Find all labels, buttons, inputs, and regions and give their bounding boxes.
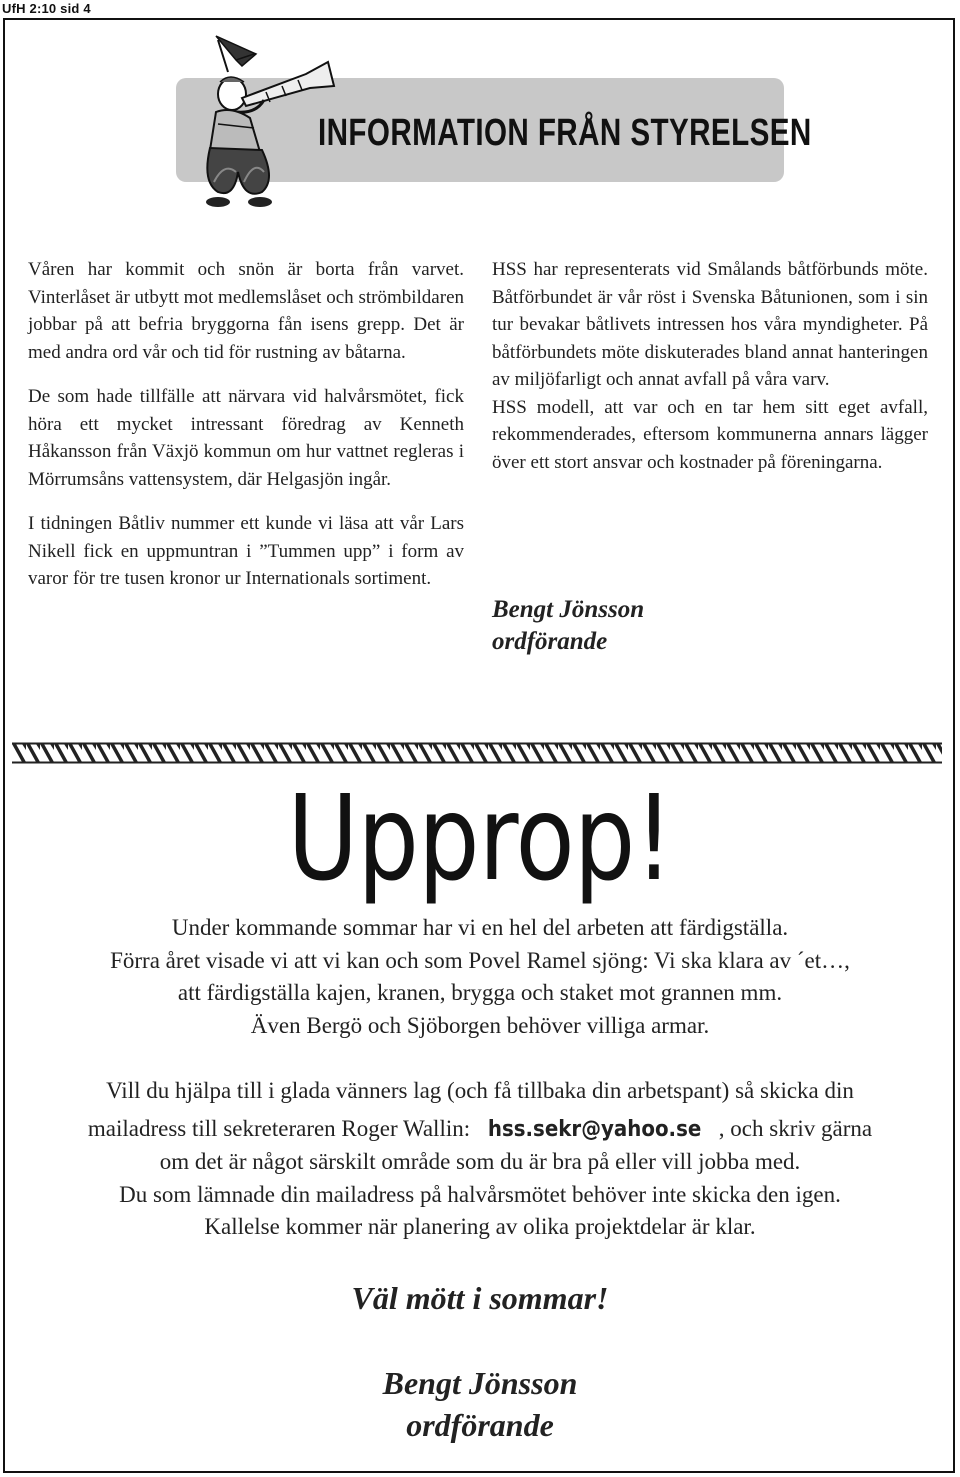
- upprop-intro: [20, 912, 940, 1042]
- text-line: Under kommande sommar har vi en hel del arbeten att färdigställa.: [171, 915, 789, 940]
- paragraph: I tidningen Båtliv nummer ett kunde vi läsa att vår Lars Nikell fick en uppmuntran i ”Tummen upp” i form av varor för tre tusen kronor ur Internationals sortiment.: [28, 513, 464, 589]
- greeting: Väl mött i sommar!: [351, 1280, 609, 1316]
- upprop-call: [20, 1075, 940, 1244]
- signature-name: Bengt Jönsson: [382, 1365, 578, 1401]
- mail-prefix: mailadress till sekreteraren Roger Wallin:: [87, 1115, 476, 1141]
- mail-line: [20, 1113, 940, 1147]
- text-line: Även Bergö och Sjöborgen behöver villiga armar.: [250, 1012, 710, 1038]
- email-link[interactable]: hss.sekr@yahoo.se: [487, 1116, 702, 1142]
- upprop-heading: Upprop!: [287, 769, 673, 907]
- paragraph: Våren har kommit och snön är borta från varvet. Vinterlåset är utbytt mot medlemslåset och strömbildaren jobbar på att befria bryggorna fån isens grepp. Det är med andra ord vår och tid för rustning av båtarna.: [28, 259, 464, 363]
- herald-trumpet-icon: [196, 32, 336, 210]
- paragraph: De som hade tillfälle att närvara vid halvårsmötet, fick höra ett mycket intressant föredrag av Kenneth Håkansson från Växjö kommun om hur vattnet regleras i Mörrumsåns vattensystem, där Helgasjön ingår.: [28, 386, 464, 490]
- text-line: Du som lämnade din mailadress på halvårsmötet behöver inte skicka den igen.: [119, 1181, 841, 1207]
- paragraph: HSS modell, att var och en tar hem sitt eget avfall, rekommenderades, eftersom kommunerna annars lägger över ett stort ansvar och kostnader på föreningarna.: [492, 396, 928, 473]
- text-line: Vill du hjälpa till i glada vänners lag (och få tillbaka din arbetspant) så skicka din: [106, 1078, 854, 1103]
- rope-divider: [12, 742, 942, 764]
- right-column: [492, 256, 928, 476]
- header-title: INFORMATION FRÅN STYRELSEN: [318, 112, 812, 154]
- signature-name: Bengt Jönsson: [492, 596, 645, 623]
- paragraph: HSS har representerats vid Smålands båtförbunds möte. Båtförbundet är vår röst i Svenska Båtunionen, som i sin tur bevakar båtlivets intressen hos våra myndigheter. På båtförbundets möte diskuterades bland annat hanteringen av miljöfarligt och annat avfall på våra varv.: [492, 259, 928, 390]
- text-line: Förra året visade vi att vi kan och som Povel Ramel sjöng: Vi ska klara av ´et…,: [110, 947, 850, 973]
- signature-title: ordförande: [492, 628, 608, 655]
- text-line: om det är något särskilt område som du är bra på eller vill jobba med.: [159, 1149, 801, 1174]
- signature-block: [492, 594, 644, 658]
- signature-title: ordförande: [406, 1407, 554, 1443]
- left-column: [28, 256, 464, 610]
- text-line: att färdigställa kajen, kranen, brygga och staket mot grannen mm.: [177, 980, 783, 1005]
- text-line: Kallelse kommer när planering av olika projektdelar är klar.: [204, 1214, 756, 1239]
- closing-signature: [0, 1362, 960, 1446]
- page-tag: UfH 2:10 sid 4: [2, 1, 91, 16]
- mail-suffix: , och skriv gärna: [713, 1115, 873, 1141]
